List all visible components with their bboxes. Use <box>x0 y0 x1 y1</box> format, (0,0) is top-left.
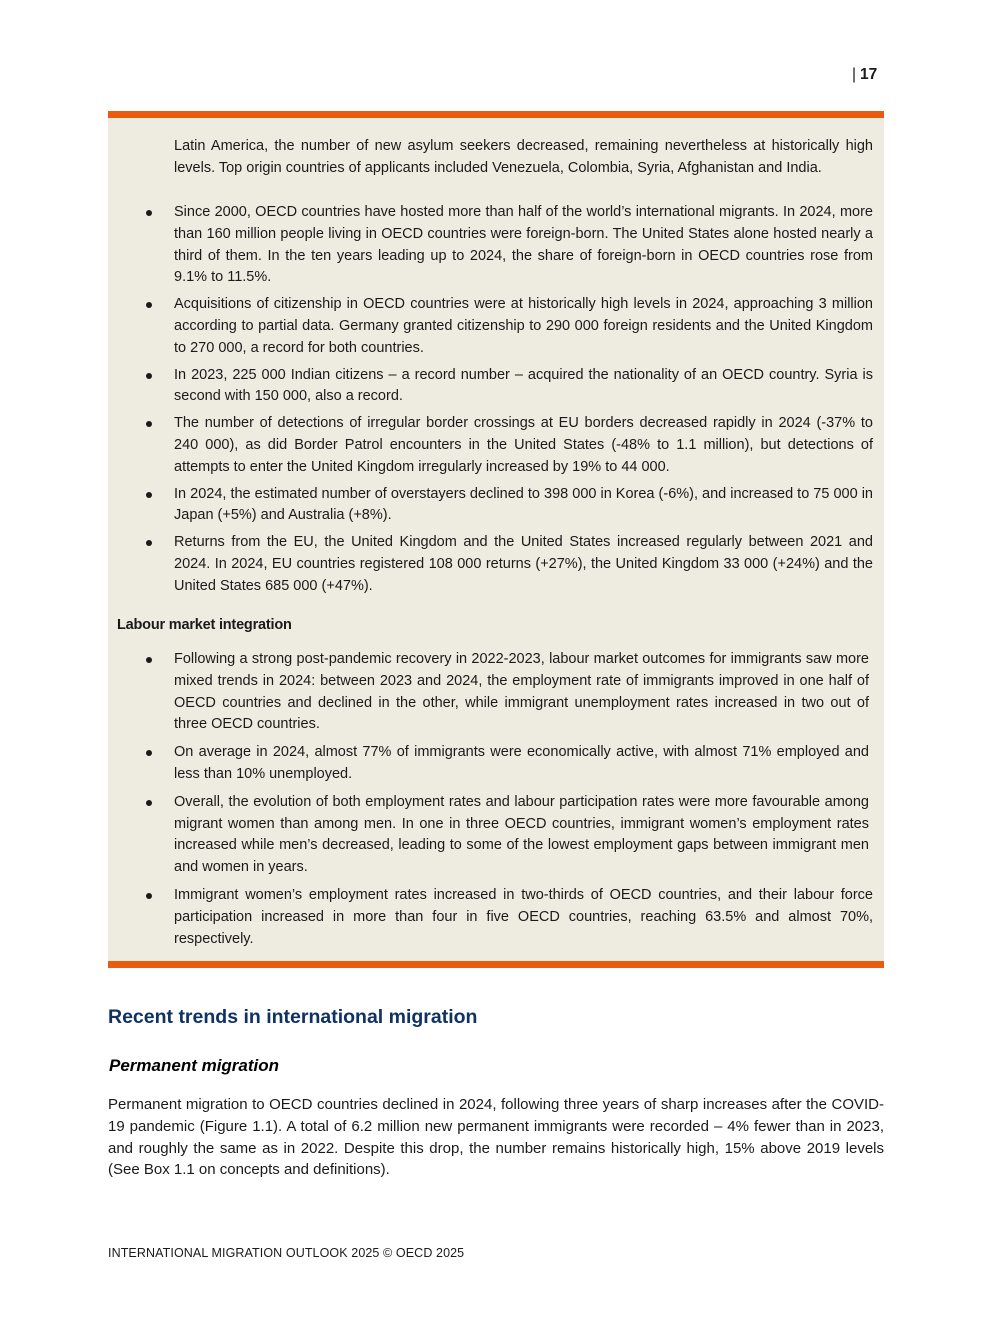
continuation-paragraph: Latin America, the number of new asylum seekers decreased, remaining nevertheless at historically high levels. Top origin countries of applicants included Venezuela, Colombia, Syria, Afghanistan and India. <box>174 138 873 176</box>
list-item <box>108 742 884 786</box>
bullet-icon <box>146 540 152 546</box>
key-findings-box <box>108 111 884 968</box>
bullet-icon <box>146 492 152 498</box>
subsection-title: Permanent migration <box>109 1056 280 1075</box>
bullet-icon <box>146 210 152 216</box>
page-number <box>852 66 877 84</box>
list-item <box>108 365 884 409</box>
list-item-text: Since 2000, OECD countries have hosted more than half of the world’s international migrants. In 2024, more than 160 million people living in OECD countries were foreign-born. The United States alone hosted nearly a third of them. In the ten years leading up to 2024, the share of foreign-born in OECD countries rose from 9.1% to 11.5%. <box>174 204 873 286</box>
bullet-icon <box>146 421 152 427</box>
page-number-separator: | <box>852 66 857 83</box>
list-item <box>108 484 884 528</box>
bullet-icon <box>146 800 152 806</box>
bullet-icon <box>146 302 152 308</box>
list-item-text: Following a strong post-pandemic recovery in 2022-2023, labour market outcomes for immigrants saw more mixed trends in 2024: between 2023 and 2024, the employment rate of immigrants improved in one half of OECD countries and declined in the other, while immigrant unemployment rates increased in two out of three OECD countries. <box>174 651 869 733</box>
box-subheading: Labour market integration <box>117 617 292 633</box>
bullet-icon <box>146 657 152 663</box>
list-item-text: In 2024, the estimated number of overstayers declined to 398 000 in Korea (-6%), and increased to 75 000 in Japan (+5%) and Australia (+8%). <box>174 485 873 524</box>
list-item <box>108 885 884 950</box>
bullet-list-labour <box>108 649 884 956</box>
list-item <box>108 202 884 289</box>
list-item <box>108 294 884 359</box>
bullet-icon <box>146 373 152 379</box>
list-item-text: Acquisitions of citizenship in OECD countries were at historically high levels in 2024, approaching 3 million according to partial data. Germany granted citizenship to 290 000 foreign residents and the United Kingdom to 270 000, a record for both countries. <box>174 296 873 356</box>
body-paragraph: Permanent migration to OECD countries declined in 2024, following three years of sharp increases after the COVID-19 pandemic (Figure 1.1). A total of 6.2 million new permanent immigrants were recorded – 4% fewer than in 2023, and roughly the same as in 2022. Despite this drop, the number remains historically high, 15% above 2019 levels (See Box 1.1 on concepts and definitions). <box>108 1096 884 1179</box>
list-item <box>108 532 884 597</box>
section-title: Recent trends in international migration <box>108 1006 478 1028</box>
bullet-icon <box>146 893 152 899</box>
page-number-value: 17 <box>860 66 878 83</box>
bullet-list-migration <box>108 202 884 603</box>
list-item-text: Overall, the evolution of both employment rates and labour participation rates were more favourable among migrant women than among men. In one in three OECD countries, immigrant women’s employment rates increased while men’s decreased, leading to some of the lowest employment gaps between immigrant men and women in years. <box>174 793 869 876</box>
bullet-icon <box>146 750 152 756</box>
list-item-text: Returns from the EU, the United Kingdom and the United States increased regularly between 2021 and 2024. In 2024, EU countries registered 108 000 returns (+27%), the United Kingdom 33 000 (+24%) and the United States 685 000 (+47%). <box>174 534 873 594</box>
list-item <box>108 792 884 879</box>
list-item <box>108 413 884 478</box>
list-item-text: In 2023, 225 000 Indian citizens – a record number – acquired the nationality of an OECD country. Syria is second with 150 000, also a record. <box>174 366 873 405</box>
list-item <box>108 649 884 736</box>
list-item-text: Immigrant women’s employment rates increased in two-thirds of OECD countries, and their labour force participation increased in more than four in five OECD countries, reaching 63.5% and almost 70%, respectively. <box>174 886 873 947</box>
list-item-text: On average in 2024, almost 77% of immigrants were economically active, with almost 71% employed and less than 10% unemployed. <box>174 744 869 782</box>
list-item-text: The number of detections of irregular border crossings at EU borders decreased rapidly in 2024 (-37% to 240 000), as did Border Patrol encounters in the United States (-48% to 1.1 million), but detections of attempts to enter the United Kingdom irregularly increased by 19% to 44 000. <box>174 415 873 475</box>
page-footer: INTERNATIONAL MIGRATION OUTLOOK 2025 © OECD 2025 <box>108 1246 465 1260</box>
